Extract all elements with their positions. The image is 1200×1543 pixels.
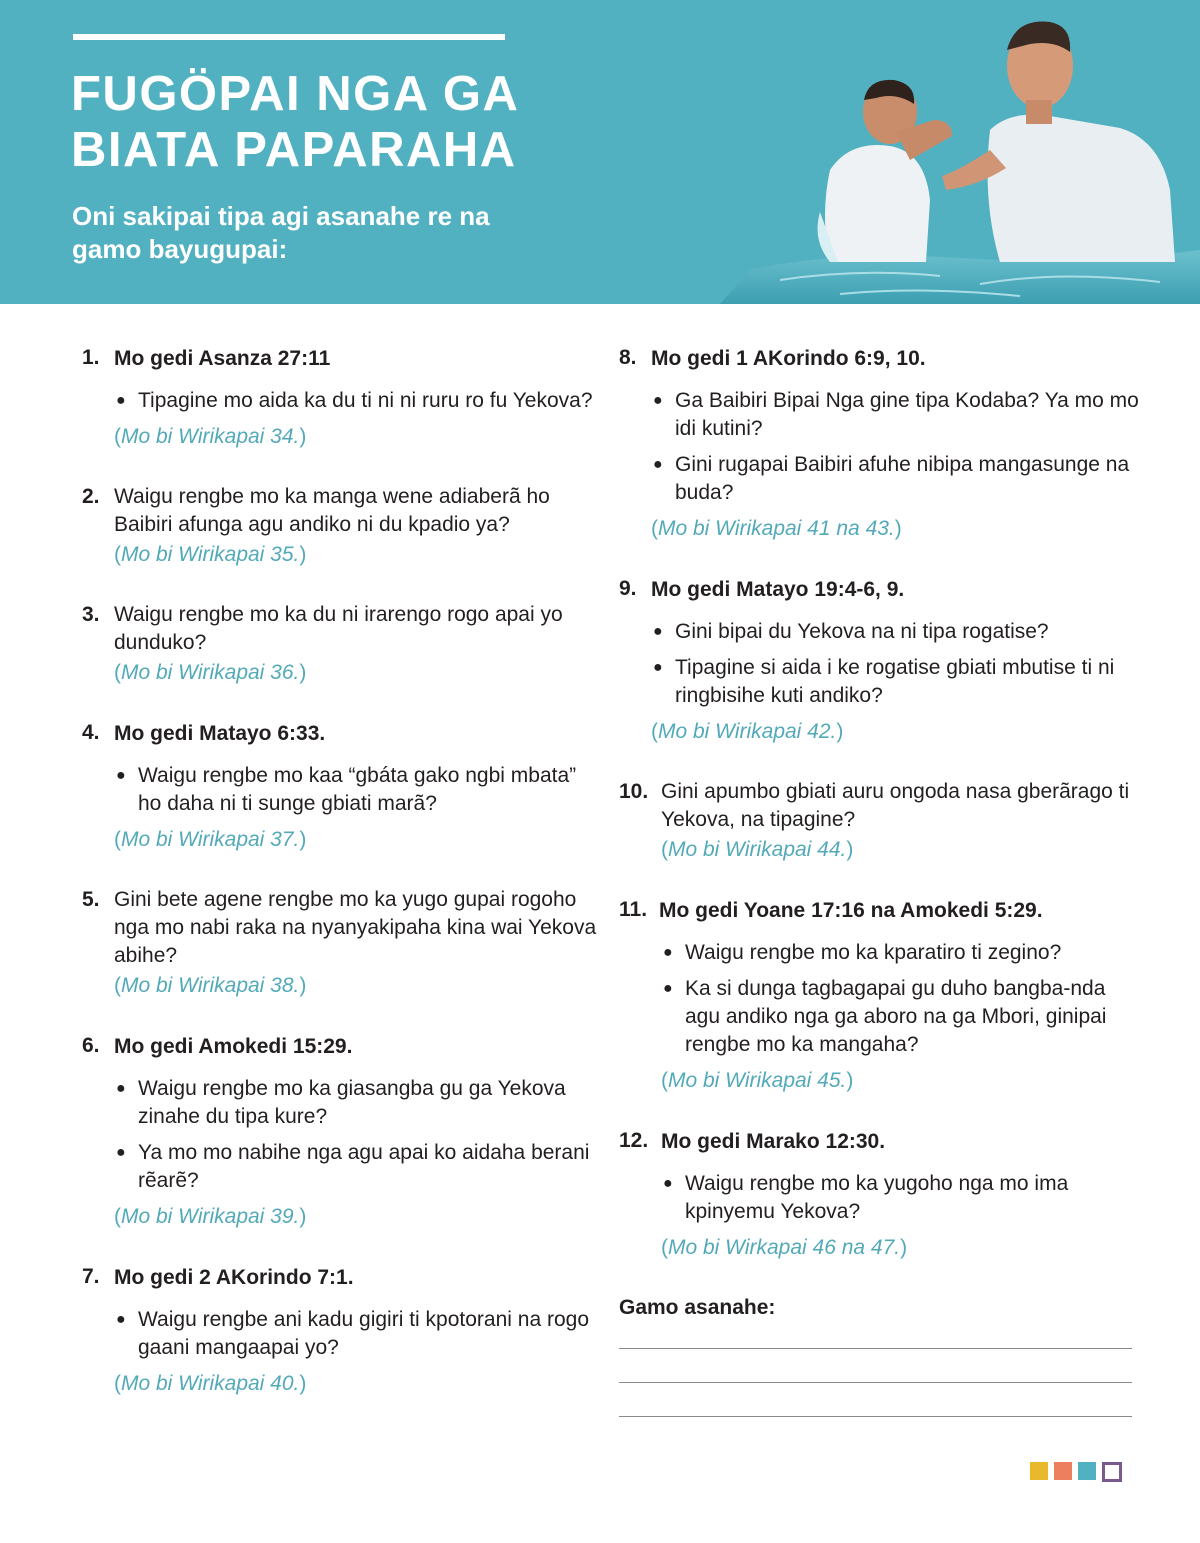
bullet-text: Tipagine mo aida ka du ti ni ni ruru ro fu Yekova? (138, 389, 593, 412)
reference-note: (Mo bi Wirikapai 35.) (114, 543, 307, 566)
bullet-item (661, 1170, 1139, 1226)
question-1 (82, 344, 602, 451)
question-bullets (114, 1306, 602, 1362)
reference-text: Mo bi Wirikapai 36. (121, 661, 300, 684)
question-heading: Mo gedi Marako 12:30. (661, 1130, 886, 1153)
answer-label: Gamo asanahe: (619, 1296, 776, 1319)
questions-right-column (619, 344, 1139, 1417)
question-9 (619, 575, 1139, 746)
question-heading: Mo gedi Matayo 19:4-6, 9. (651, 578, 905, 601)
question-3 (82, 601, 602, 687)
reference-note: (Mo bi Wirkapai 46 na 47.) (661, 1236, 908, 1259)
reference-note: (Mo bi Wirikapai 34.) (114, 425, 307, 448)
yellow-square (1030, 1462, 1048, 1480)
bullet-dot-icon: ● (116, 1311, 126, 1328)
question-number: 6. (82, 1034, 100, 1057)
reference-text: Mo bi Wirikapai 39. (121, 1205, 300, 1228)
bullet-dot-icon: ● (653, 392, 663, 409)
bullet-text: Gini rugapai Baibiri afuhe nibipa mangasunge na buda? (675, 453, 1130, 504)
reference-note: (Mo bi Wirikapai 40.) (114, 1372, 307, 1395)
question-8 (619, 344, 1139, 543)
question-number: 12. (619, 1129, 649, 1152)
question-bullets (651, 939, 1139, 1059)
bullet-item (651, 654, 1139, 710)
question-11 (619, 896, 1139, 1095)
question-text: Waigu rengbe mo ka manga wene adiaberã ho Baibiri afunga agu andiko ni du kpadio ya? (114, 485, 550, 536)
bullet-item (114, 762, 602, 818)
page-subtitle: Oni sakipai tipa agi asanahe re na gamo bayugupai: (72, 201, 490, 264)
question-text: Gini apumbo gbiati auru ongoda nasa gberãrago ti Yekova, na tipagine? (661, 780, 1130, 831)
reference-text: Mo bi Wirikapai 45. (668, 1069, 847, 1092)
answer-line[interactable] (619, 1382, 1132, 1383)
reference-text: Mo bi Wirikapai 34. (121, 425, 300, 448)
question-12 (619, 1127, 1139, 1262)
question-number: 9. (619, 577, 637, 600)
bullet-text: Gini bipai du Yekova na ni tipa rogatise? (675, 620, 1049, 643)
reference-text: Mo bi Wirkapai 46 na 47. (668, 1236, 901, 1259)
question-heading: Mo gedi 2 AKorindo 7:1. (114, 1266, 354, 1289)
bullet-dot-icon: ● (116, 767, 126, 784)
question-number: 8. (619, 346, 637, 369)
page-title (71, 66, 519, 178)
bullet-item (661, 939, 1139, 967)
bullet-dot-icon: ● (653, 456, 663, 473)
bullet-item (651, 618, 1139, 646)
bullet-dot-icon: ● (663, 1175, 673, 1192)
bullet-dot-icon: ● (116, 1080, 126, 1097)
question-number: 11. (619, 898, 648, 921)
bullet-text: Waigu rengbe mo kaa “gbáta gako ngbi mbata” ho daha ni ti sunge gbiati marã? (138, 764, 577, 815)
answer-section (619, 1294, 1139, 1417)
title-line-1: FUGÖPAI NGA GA (71, 67, 520, 121)
bullet-text: Waigu rengbe mo ka giasangba gu ga Yekova zinahe du tipa kure? (138, 1077, 566, 1128)
reference-note: (Mo bi Wirikapai 44.) (661, 838, 854, 861)
questions-left-column (82, 344, 602, 1430)
bullet-text: Waigu rengbe mo ka yugoho nga mo ima kpinyemu Yekova? (685, 1172, 1069, 1223)
answer-line[interactable] (619, 1348, 1132, 1349)
reference-note: (Mo bi Wirikapai 41 na 43.) (651, 517, 902, 540)
question-number: 1. (82, 346, 100, 369)
bullet-dot-icon: ● (653, 659, 663, 676)
question-7 (82, 1263, 602, 1398)
bullet-item (651, 387, 1139, 443)
question-text: Gini bete agene rengbe mo ka yugo gupai rogoho nga mo nabi raka na nyanyakipaha kina wai Yekova abihe? (114, 888, 597, 967)
header-banner (0, 0, 1200, 304)
reference-note: (Mo bi Wirikapai 42.) (651, 720, 844, 743)
bullet-text: Ga Baibiri Bipai Nga gine tipa Kodaba? Ya mo mo idi kutini? (675, 389, 1139, 440)
question-5 (82, 886, 602, 1000)
reference-text: Mo bi Wirikapai 42. (658, 720, 837, 743)
bullet-text: Ya mo mo nabihe nga agu apai ko aidaha berani rẽarẽ? (138, 1141, 590, 1192)
title-line-2: BIATA PAPARAHA (71, 123, 517, 177)
bullet-text: Ka si dunga tagbagapai gu duho bangba-nda agu andiko nga ga aboro na ga Mbori, ginipai rengbe mo ka mangaha? (685, 977, 1107, 1056)
bullet-text: Waigu rengbe mo ka kparatiro ti zegino? (685, 941, 1062, 964)
bullet-item (661, 975, 1139, 1059)
bullet-item (114, 387, 602, 415)
bullet-dot-icon: ● (116, 392, 126, 409)
reference-note: (Mo bi Wirikapai 37.) (114, 828, 307, 851)
bullet-item (114, 1139, 602, 1195)
question-10 (619, 778, 1139, 864)
question-heading: Mo gedi Matayo 6:33. (114, 722, 326, 745)
bullet-dot-icon: ● (663, 980, 673, 997)
question-number: 4. (82, 721, 100, 744)
color-squares (1030, 1462, 1122, 1482)
question-bullets (651, 387, 1139, 507)
question-bullets (114, 1075, 602, 1195)
bullet-item (114, 1075, 602, 1131)
baptism-illustration (720, 0, 1200, 304)
question-number: 10. (619, 780, 649, 803)
bullet-text: Waigu rengbe ani kadu gigiri ti kpotorani na rogo gaani mangaapai yo? (138, 1308, 589, 1359)
reference-text: Mo bi Wirikapai 35. (121, 543, 300, 566)
reference-text: Mo bi Wirikapai 44. (668, 838, 847, 861)
reference-text: Mo bi Wirikapai 40. (121, 1372, 300, 1395)
reference-text: Mo bi Wirikapai 38. (121, 974, 300, 997)
question-number: 2. (82, 485, 100, 508)
bullet-item (651, 451, 1139, 507)
bullet-text: Tipagine si aida i ke rogatise gbiati mbutise ti ni ringbisihe kuti andiko? (675, 656, 1115, 707)
bullet-dot-icon: ● (653, 623, 663, 640)
question-text: Waigu rengbe mo ka du ni irarengo rogo apai yo dunduko? (114, 603, 563, 654)
question-bullets (114, 387, 602, 415)
reference-note: (Mo bi Wirikapai 36.) (114, 661, 307, 684)
bullet-dot-icon: ● (116, 1144, 126, 1161)
reference-note: (Mo bi Wirikapai 45.) (661, 1069, 854, 1092)
question-number: 3. (82, 603, 100, 626)
reference-text: Mo bi Wirikapai 37. (121, 828, 300, 851)
reference-note: (Mo bi Wirikapai 38.) (114, 974, 307, 997)
question-number: 5. (82, 888, 100, 911)
question-bullets (651, 618, 1139, 710)
question-heading: Mo gedi 1 AKorindo 6:9, 10. (651, 347, 926, 370)
question-2 (82, 483, 602, 569)
question-bullets (651, 1170, 1139, 1226)
question-number: 7. (82, 1265, 100, 1288)
question-bullets (114, 762, 602, 818)
answer-line[interactable] (619, 1416, 1132, 1417)
teal-square (1078, 1462, 1096, 1480)
question-heading: Mo gedi Amokedi 15:29. (114, 1035, 353, 1058)
bullet-item (114, 1306, 602, 1362)
reference-note: (Mo bi Wirikapai 39.) (114, 1205, 307, 1228)
question-heading: Mo gedi Asanza 27:11 (114, 347, 331, 370)
purple-outline-square (1102, 1462, 1122, 1482)
question-6 (82, 1032, 602, 1231)
header-rule (73, 34, 505, 40)
reference-text: Mo bi Wirikapai 41 na 43. (658, 517, 895, 540)
question-heading: Mo gedi Yoane 17:16 na Amokedi 5:29. (659, 899, 1043, 922)
question-4 (82, 719, 602, 854)
bullet-dot-icon: ● (663, 944, 673, 961)
orange-square (1054, 1462, 1072, 1480)
